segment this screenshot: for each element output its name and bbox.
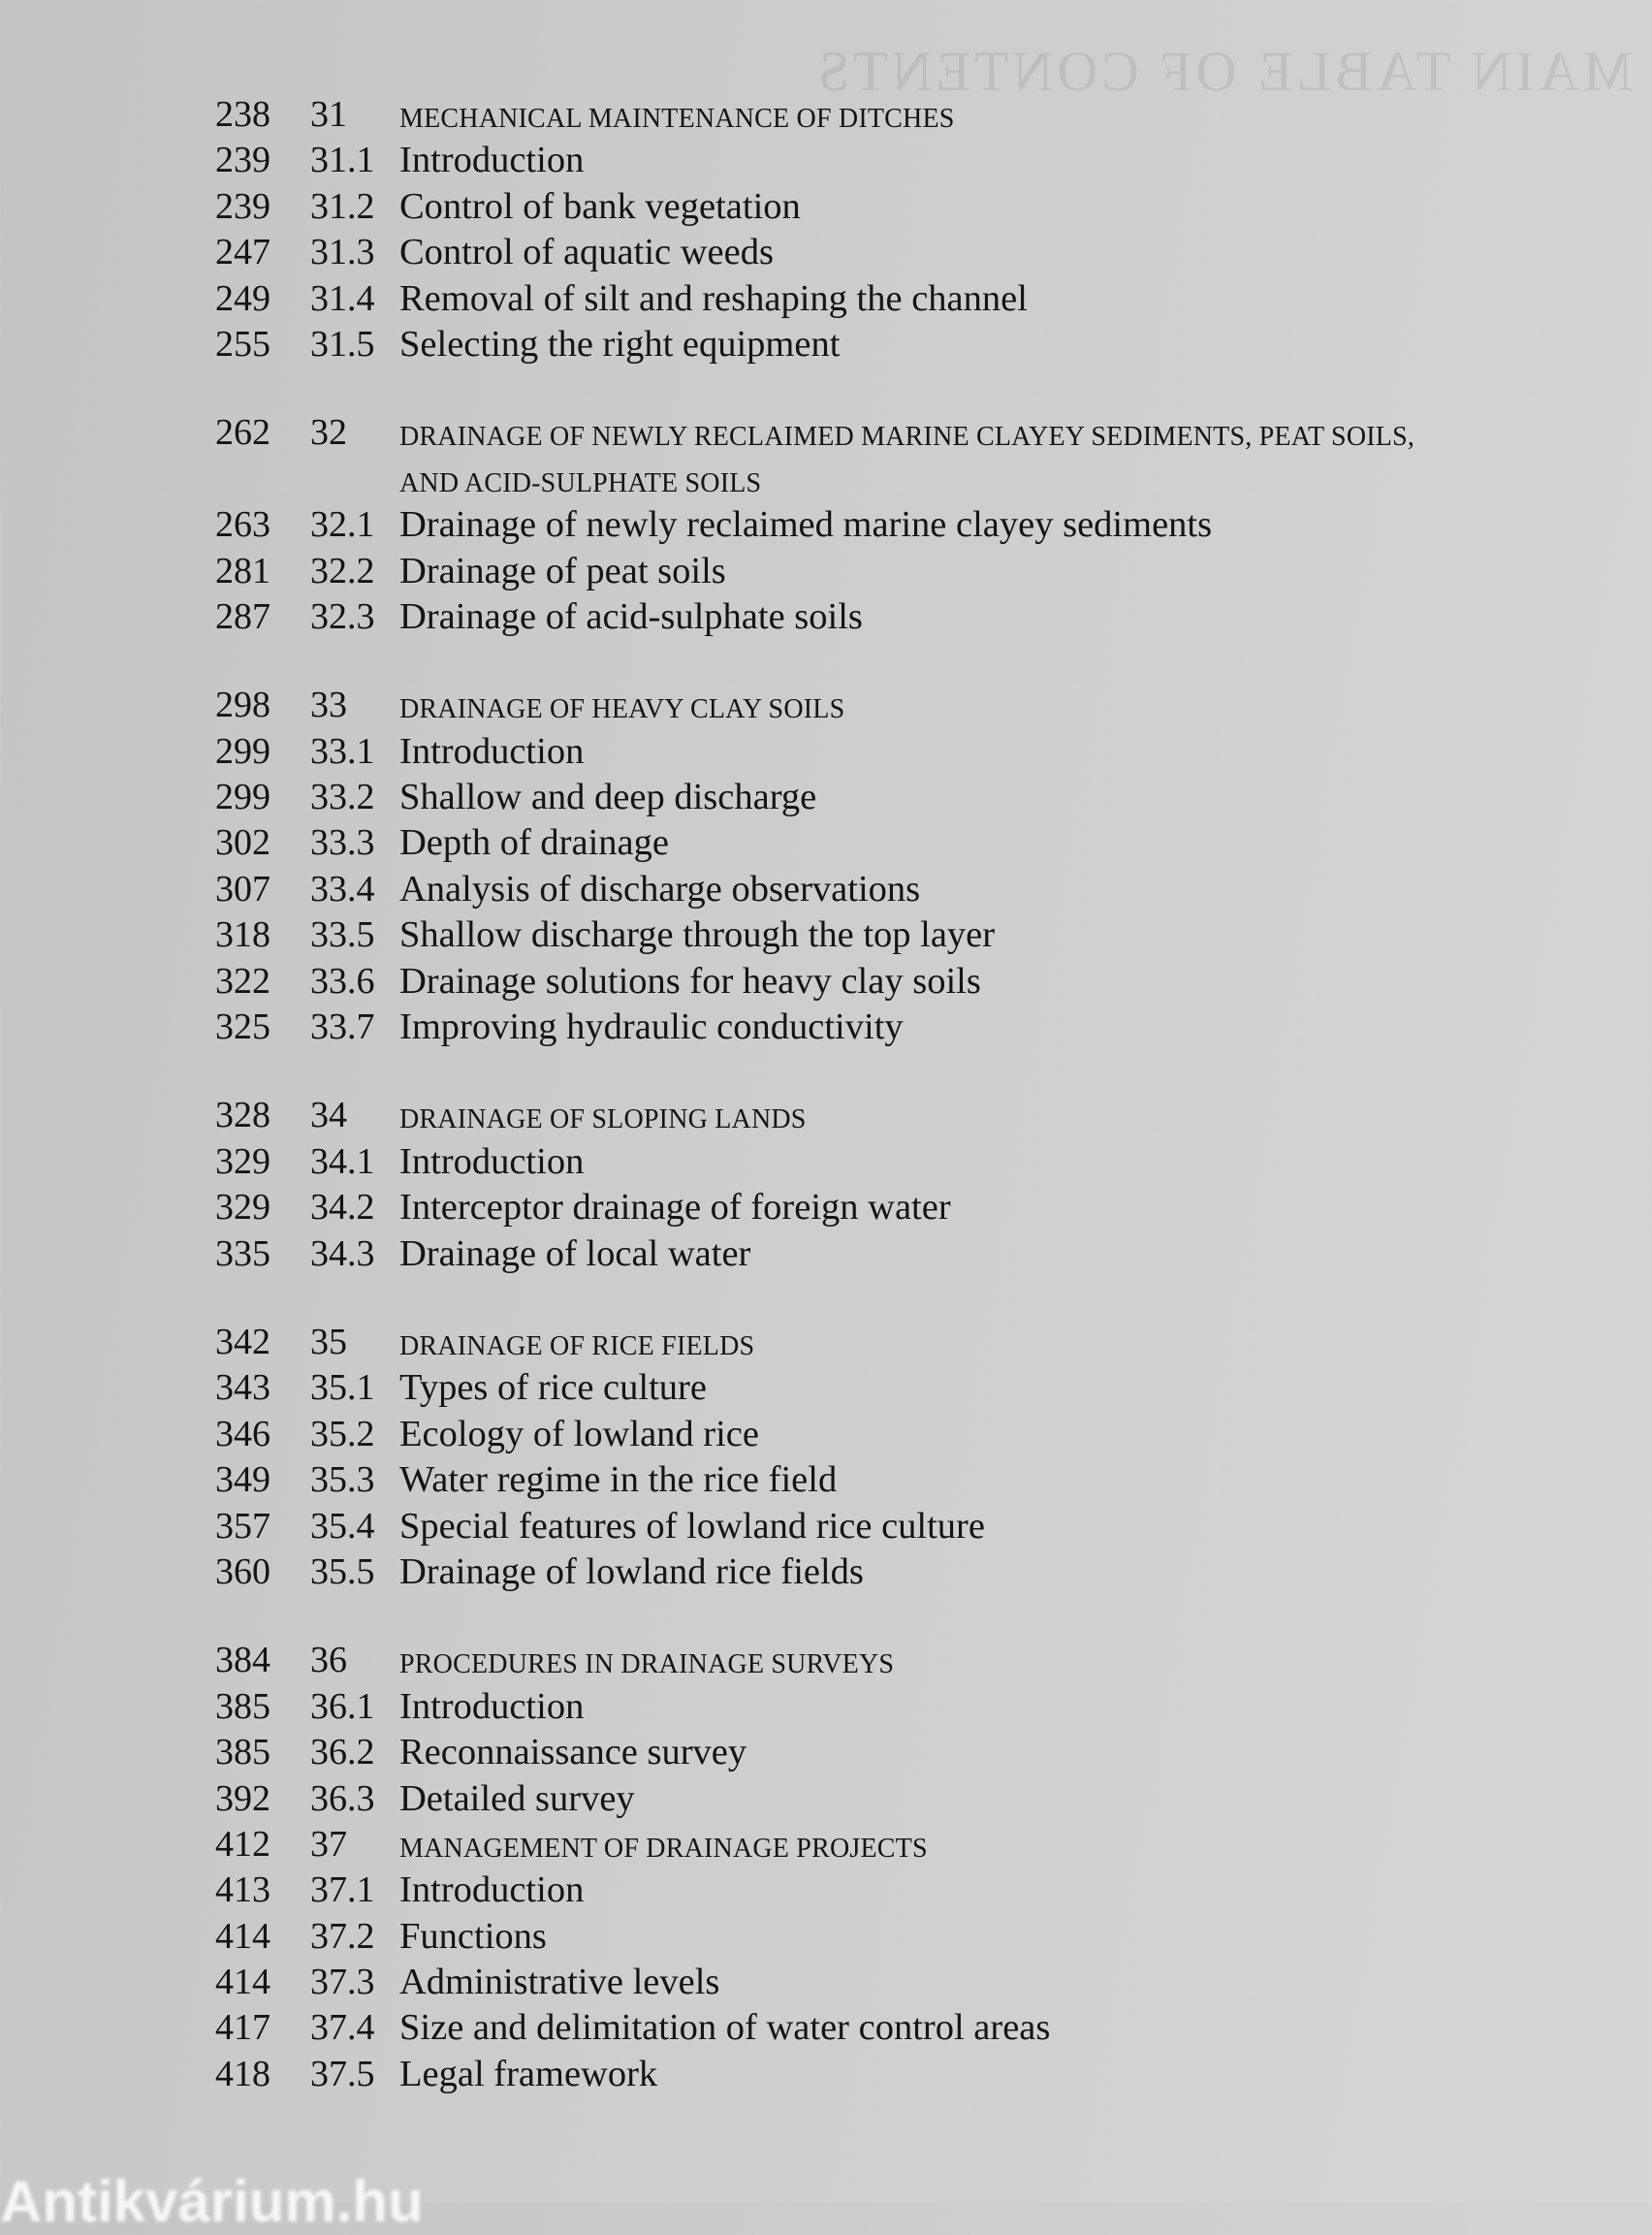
toc-entry-row [0,1457,1652,1503]
entry-title: Introduction [399,1140,585,1182]
toc-entry-row [0,322,1652,367]
entry-title: DRAINAGE OF RICE FIELDS [399,1330,755,1361]
toc-entry-row [0,1776,1652,1822]
section-number: 31 [310,94,347,135]
entry-title: Analysis of discharge observations [399,868,921,910]
page-number: 414 [215,1915,270,1957]
page-number: 349 [215,1459,270,1501]
section-number: 33.4 [310,868,375,910]
section-number: 35.1 [310,1367,375,1409]
entry-title: Administrative levels [399,1962,720,2003]
page-number: 299 [215,730,270,772]
toc-entry-row [0,502,1652,548]
toc-entry-row [0,1365,1652,1411]
page-number: 335 [215,1232,270,1274]
toc-entry-row [0,2052,1652,2097]
section-number: 37 [310,1823,347,1865]
entry-title: Drainage solutions for heavy clay soils [399,960,981,1002]
toc-chapter-row [0,457,1652,502]
entry-title: Shallow discharge through the top layer [399,914,996,956]
toc-chapter-row [0,92,1652,138]
page-number: 414 [215,1962,270,2003]
page-number: 262 [215,412,270,454]
section-number: 36.2 [310,1732,375,1773]
page-number: 325 [215,1006,270,1048]
section-number: 37.1 [310,1869,375,1911]
page-number: 255 [215,323,270,365]
entry-title: Legal framework [399,2053,658,2094]
section-number: 32 [310,412,347,454]
watermark: Antikvárium.hu [0,2169,424,2234]
page-number: 239 [215,185,270,227]
entry-title: Improving hydraulic conductivity [399,1006,904,1048]
entry-title: Interceptor drainage of foreign water [399,1187,951,1229]
section-number: 36.1 [310,1685,375,1727]
entry-title: Drainage of local water [399,1232,751,1274]
toc-entry-row [0,230,1652,275]
entry-title: Types of rice culture [399,1367,707,1409]
section-number: 35.2 [310,1413,375,1454]
toc-entry-row [0,1684,1652,1730]
page-number: 343 [215,1367,270,1409]
toc-entry-row [0,1914,1652,1960]
toc-entry-row [0,1868,1652,1913]
toc-entry-row [0,184,1652,230]
section-number: 34.1 [310,1140,375,1182]
toc-entry-row [0,1960,1652,2005]
toc-entry-row [0,1185,1652,1230]
entry-title: Drainage of peat soils [399,550,726,591]
entry-title: Ecology of lowland rice [399,1413,759,1454]
toc-entry-row [0,820,1652,866]
entry-title: DRAINAGE OF HEAVY CLAY SOILS [399,694,845,725]
page-number: 329 [215,1140,270,1182]
section-number: 31.5 [310,323,375,365]
toc-chapter-row [0,1320,1652,1365]
section-number: 31.1 [310,140,375,181]
entry-title: Drainage of newly reclaimed marine clayey sediments [399,504,1213,546]
section-number: 35.4 [310,1505,375,1547]
section-number: 31.4 [310,277,375,319]
entry-title: Water regime in the rice field [399,1459,838,1501]
page-number: 413 [215,1869,270,1911]
entry-title: Removal of silt and reshaping the channel [399,277,1028,319]
section-spacer [0,367,1652,410]
toc-chapter-row [0,1822,1652,1868]
toc-entry-row [0,1139,1652,1185]
entry-title: Control of bank vegetation [399,185,801,227]
toc-entry-row [0,959,1652,1005]
section-number: 33.7 [310,1006,375,1048]
entry-title: Control of aquatic weeds [399,232,774,273]
page-number: 247 [215,232,270,273]
entry-title: Introduction [399,730,585,772]
section-number: 33 [310,685,347,726]
page-number: 418 [215,2053,270,2094]
entry-title: PROCEDURES IN DRAINAGE SURVEYS [399,1649,895,1680]
page-number: 328 [215,1095,270,1136]
page-number: 249 [215,277,270,319]
section-number: 33.1 [310,730,375,772]
page-number: 342 [215,1321,270,1362]
page-number: 318 [215,914,270,956]
page-number: 384 [215,1640,270,1681]
page-number: 385 [215,1685,270,1727]
table-of-contents [0,92,1652,2097]
section-number: 36 [310,1640,347,1681]
page-number: 360 [215,1550,270,1592]
entry-title: MANAGEMENT OF DRAINAGE PROJECTS [399,1833,928,1864]
page-number: 263 [215,504,270,546]
section-number: 34 [310,1095,347,1136]
section-number: 33.6 [310,960,375,1002]
toc-chapter-row [0,683,1652,728]
toc-entry-row [0,912,1652,958]
section-number: 33.3 [310,822,375,864]
page-number: 417 [215,2007,270,2049]
section-spacer [0,1050,1652,1093]
entry-title: DRAINAGE OF SLOPING LANDS [399,1104,807,1135]
page-number: 281 [215,550,270,591]
section-number: 37.3 [310,1962,375,2003]
section-number: 32.3 [310,595,375,637]
entry-title: DRAINAGE OF NEWLY RECLAIMED MARINE CLAYEY SEDIMENTS, PEAT SOILS, [399,422,1415,453]
section-spacer [0,640,1652,683]
page-number: 392 [215,1777,270,1819]
entry-title: Shallow and deep discharge [399,777,817,818]
entry-title: Size and delimitation of water control areas [399,2007,1051,2049]
page-number: 298 [215,685,270,726]
entry-title: MECHANICAL MAINTENANCE OF DITCHES [399,104,955,134]
section-number: 31.3 [310,232,375,273]
section-number: 33.5 [310,914,375,956]
section-number: 37.4 [310,2007,375,2049]
section-number: 35 [310,1321,347,1362]
section-number: 34.3 [310,1232,375,1274]
entry-title: Drainage of lowland rice fields [399,1550,864,1592]
show-through-heading: MAIN TABLE OF CONTENTS [814,40,1634,103]
page-number: 357 [215,1505,270,1547]
section-number: 37.5 [310,2053,375,2094]
page-number: 307 [215,868,270,910]
toc-entry-row [0,1504,1652,1549]
entry-title: Introduction [399,1685,585,1727]
page-number: 346 [215,1413,270,1454]
toc-entry-row [0,1231,1652,1277]
section-number: 32.2 [310,550,375,591]
toc-chapter-row [0,1638,1652,1683]
entry-title: Introduction [399,1869,585,1911]
toc-entry-row [0,1005,1652,1050]
entry-title: Functions [399,1915,547,1957]
entry-title: Reconnaissance survey [399,1732,747,1773]
page-number: 239 [215,140,270,181]
entry-title: Detailed survey [399,1777,635,1819]
page-number: 412 [215,1823,270,1865]
section-number: 35.5 [310,1550,375,1592]
toc-entry-row [0,276,1652,322]
page-number: 238 [215,94,270,135]
toc-entry-row [0,1549,1652,1595]
toc-entry-row [0,867,1652,912]
toc-chapter-row [0,410,1652,456]
section-number: 32.1 [310,504,375,546]
page-number: 329 [215,1187,270,1229]
toc-entry-row [0,138,1652,183]
page-number: 287 [215,595,270,637]
page-number: 302 [215,822,270,864]
section-number: 33.2 [310,777,375,818]
section-spacer [0,1277,1652,1320]
toc-chapter-row [0,1093,1652,1138]
toc-entry-row [0,729,1652,775]
section-number: 37.2 [310,1915,375,1957]
section-number: 31.2 [310,185,375,227]
toc-entry-row [0,2005,1652,2051]
entry-title: Special features of lowland rice culture [399,1505,985,1547]
entry-title: AND ACID-SULPHATE SOILS [399,467,762,498]
entry-title: Selecting the right equipment [399,323,841,365]
section-spacer [0,1595,1652,1638]
toc-entry-row [0,549,1652,594]
toc-entry-row [0,775,1652,820]
toc-entry-row [0,1412,1652,1457]
section-number: 36.3 [310,1777,375,1819]
toc-entry-row [0,594,1652,640]
entry-title: Introduction [399,140,585,181]
section-number: 34.2 [310,1187,375,1229]
entry-title: Depth of drainage [399,822,669,864]
toc-entry-row [0,1730,1652,1775]
entry-title: Drainage of acid-sulphate soils [399,595,863,637]
page-number: 322 [215,960,270,1002]
section-number: 35.3 [310,1459,375,1501]
page-number: 299 [215,777,270,818]
page-number: 385 [215,1732,270,1773]
